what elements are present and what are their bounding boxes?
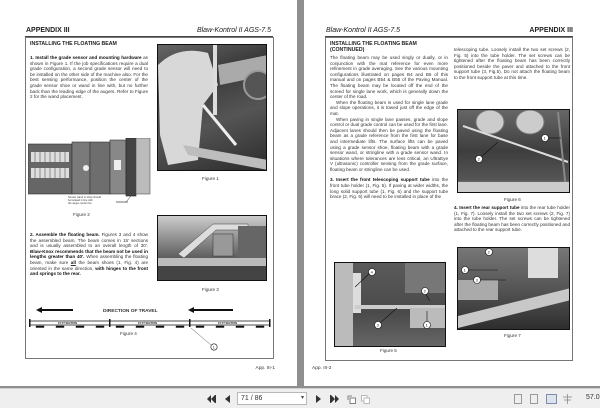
first-page-icon: [207, 395, 216, 403]
svg-text:2: 2: [487, 249, 490, 255]
svg-text:3: 3: [475, 277, 478, 283]
prev-page-icon: [225, 395, 230, 403]
svg-text:2: 2: [423, 288, 426, 294]
facing-view-icon: [563, 394, 572, 404]
figure-2-diagram: [28, 138, 152, 208]
first-page-button[interactable]: [206, 393, 216, 405]
zoom-level[interactable]: 57.0: [586, 394, 600, 401]
step-3-body: into the front tube holder (1, Fig. 5). If paving at wider widths, the long solid support tube (1, Fig. 6) and the support tube brace (2, Fig. 6) will need to be installed in place of the: [330, 177, 448, 200]
svg-text:3: 3: [376, 322, 379, 328]
svg-text:15 FT SECTION: 15 FT SECTION: [218, 322, 238, 325]
rotate-page-button[interactable]: [346, 393, 356, 405]
rotate-page-icon: [347, 395, 356, 404]
navigation-toolbar: [0, 388, 600, 408]
step-2-emphasis: all: [70, 259, 76, 265]
next-page-icon: [316, 395, 321, 403]
svg-text:15 FT SECTION: 15 FT SECTION: [138, 322, 158, 325]
section-title-line-2: (CONTINUED): [330, 47, 365, 53]
figure-6-photo: [457, 109, 570, 193]
step-1-text: [30, 55, 148, 100]
figure-7-photo: [457, 247, 570, 330]
section-title: [330, 41, 417, 53]
page-footer-left: App. III-1: [255, 366, 275, 371]
page-number-input[interactable]: [237, 392, 307, 405]
svg-text:be located in line with: be located in line with: [68, 199, 93, 202]
figure-4-caption: Figure 4: [120, 331, 137, 336]
figure-6-caption: Figure 6: [504, 197, 521, 202]
step-2-heading: 2. Assemble the floating beam.: [30, 232, 100, 237]
step-3-text: [330, 177, 448, 199]
figure-7-caption: Figure 7: [504, 333, 521, 338]
header-appendix: APPENDIX III: [529, 27, 573, 34]
svg-text:4: 4: [370, 269, 373, 275]
figure-3-caption: Figure 3: [202, 287, 219, 292]
header-appendix: APPENDIX III: [26, 27, 70, 34]
header-product: Blaw-Kontrol II AGS-7.5: [326, 27, 401, 34]
step-4-body: into the rear tube holder (1, Fig. 7). Loosely install the two set screws (2, Fig. 7) into the tube holder. The set screws can be tightened after the floating beam has been correctly positioned and attached to the rear support tube.: [454, 205, 570, 233]
figure-1-caption: Figure 1: [202, 176, 219, 181]
two-page-view-button[interactable]: [546, 394, 557, 404]
svg-text:the auger center line: the auger center line: [68, 202, 92, 205]
last-page-icon: [330, 395, 339, 403]
paragraph-1: The floating beam may be used singly or dually, or in conjunction with the mat reference for even more refinement in grade averaging. See the various mounting configurations illustrated on pages B4 and B5 of this manual and on pages B54 & B55 of the Paving Manual. The floating beam may be located off the end of the screed for single lane work, which is generally down the center of the road.: [330, 55, 448, 100]
svg-text:2: 2: [477, 156, 480, 162]
step-2-body-c: the beam shoes (1, Fig. 4) are oriented in the same direction,: [30, 259, 148, 271]
step-2-orientation: with hinges to the front and springs to the rear.: [30, 265, 148, 277]
svg-text:1: 1: [543, 135, 546, 141]
step-4-text: [454, 205, 570, 233]
section-title-line-1: INSTALLING THE FLOATING BEAM: [330, 41, 417, 47]
figure-2-caption: Figure 2: [73, 212, 90, 217]
page-right: [304, 0, 600, 386]
direction-of-travel-label: DIRECTION OF TRAVEL: [103, 309, 158, 314]
figure-5-caption: Figure 5: [380, 348, 397, 353]
figure-5-photo: [334, 262, 446, 347]
last-page-button[interactable]: [329, 393, 339, 405]
step-2-body-a: Figures 3 and 4 show the assembled beam. The beam comes in 15' sections and is usually assembled to an overall length of 30'.: [30, 232, 148, 249]
section-title: INSTALLING THE FLOATING BEAM: [30, 41, 117, 47]
facing-view-button[interactable]: [562, 393, 572, 405]
column-1-text: [330, 55, 448, 200]
next-page-button[interactable]: [314, 393, 322, 405]
copy-page-icon: [361, 395, 370, 404]
copy-page-button[interactable]: [360, 393, 370, 405]
step-3-heading: 3. Insert the front telescoping support tube: [330, 177, 430, 183]
step-2-text: [30, 232, 148, 277]
step-1-heading: 1. Install the grade sensor and mounting hardware: [30, 55, 142, 60]
svg-text:15 FT SECTION: 15 FT SECTION: [58, 322, 78, 325]
continuous-view-button[interactable]: [530, 394, 538, 404]
step-4-heading: 4. Insert the rear support tube: [454, 205, 520, 210]
paragraph-3: When paving in single lane passes, grade and slope control or dual grade control can be used for the first lane. Adjacent lanes should then be paved using the floating beam as a grade reference from the first lane for base and intermediate lifts. The surface lifts can be paved using a grade sensor shoe, floating beam with a grade sensor wand, or stringline with a grade sensor wand. In situations where tolerances are less critical, an UltraEye V (ultrasonic) controller sensing from the grade surface, floating beam or stringline can be used.: [330, 116, 448, 172]
single-page-view-button[interactable]: [514, 394, 522, 404]
page-footer-right: App. III-2: [312, 366, 332, 371]
previous-page-button[interactable]: [223, 393, 231, 405]
svg-text:1: 1: [425, 322, 428, 328]
svg-text:1: 1: [463, 267, 466, 273]
svg-text:1: 1: [212, 345, 215, 350]
step-2-warning: Blaw-Knox recommends that the beam not be used in lengths greater than 40'.: [30, 248, 148, 260]
page-gutter: [297, 0, 304, 388]
page-number-value: 71 / 86: [241, 395, 263, 402]
column-2-text: telescoping tube. Loosely install the two set screws (2, Fig. 5) into the tube holder. The set screws can be tightened after the floating beam has been correctly positioned beside the paver and attached to the front support tube (3, Fig.5). Do not attach the floating beam to the front support tube at this time.: [454, 47, 570, 80]
figure-3-photo: [157, 215, 267, 281]
step-1-body: as shown in Figure 1. If the job specifications require a dual grade configuration, a second grade sensor will need to be installed on the other side of the machine also. For the best sensing performance, position the center of the grade sensor shoe or wand in line with, but no further back than the leading edge of the augers. Refer to Figure 2 for the wand placement.: [30, 55, 148, 100]
svg-text:Sensor wand or shoe should: Sensor wand or shoe should: [68, 196, 101, 199]
header-product: Blaw-Kontrol II AGS-7.5: [196, 27, 271, 34]
step-2-body-b: When assembling the floating beam, make sure: [30, 254, 148, 265]
page-dropdown-icon[interactable]: ▾: [300, 395, 304, 401]
page-left: [0, 0, 297, 386]
paragraph-2: When the floating beam is used for single lane grade and slope operations, it is towed just off the edge of the mat.: [330, 99, 448, 116]
figure-1-photo: [157, 44, 267, 171]
